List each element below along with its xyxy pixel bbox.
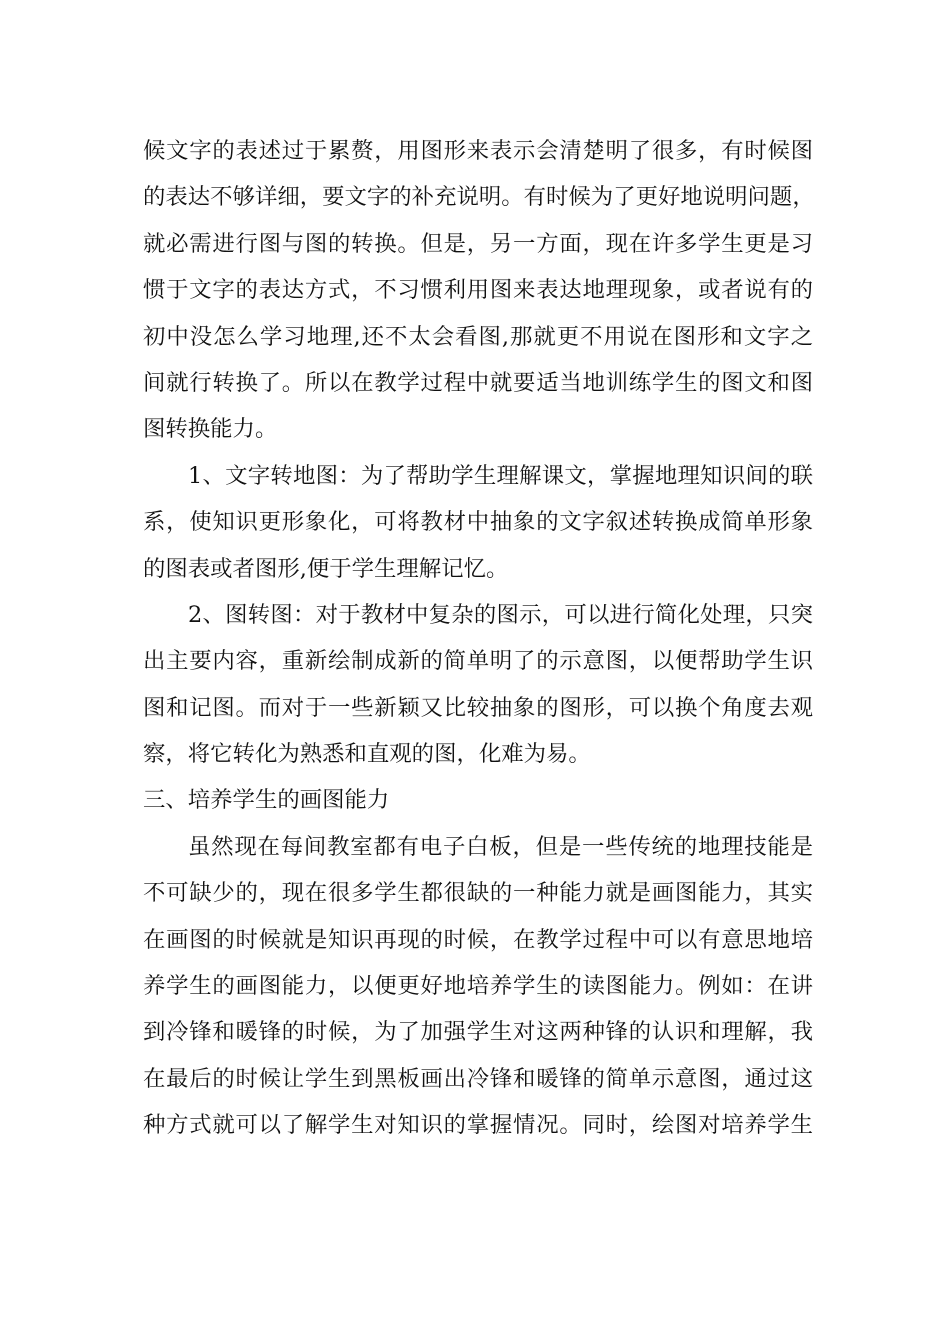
text-line: 图转换能力。	[143, 416, 278, 443]
text-line: 虽然现在每间教室都有电子白板，但是一些传统的地理技能是	[188, 833, 813, 860]
section-heading: 三、培养学生的画图能力	[143, 787, 390, 814]
text-line: 到冷锋和暖锋的时候，为了加强学生对这两种锋的认识和理解，我	[143, 1019, 813, 1046]
text-line: 1、文字转地图：为了帮助学生理解课文，掌握地理知识间的联	[188, 462, 813, 489]
text-line: 种方式就可以了解学生对知识的掌握情况。同时，绘图对培养学生	[143, 1112, 813, 1139]
text-line: 不可缺少的，现在很多学生都很缺的一种能力就是画图能力，其实	[143, 880, 813, 907]
text-line: 间就行转换了。所以在教学过程中就要适当地训练学生的图文和图	[143, 369, 813, 396]
text-line: 在最后的时候让学生到黑板画出冷锋和暖锋的简单示意图，通过这	[143, 1065, 813, 1092]
text-line: 的表达不够详细，要文字的补充说明。有时候为了更好地说明问题，	[143, 184, 815, 211]
document-body	[143, 128, 813, 1149]
text-line: 系，使知识更形象化，可将教材中抽象的文字叙述转换成简单形象	[143, 509, 813, 536]
text-line: 惯于文字的表达方式，不习惯利用图来表达地理现象，或者说有的	[143, 277, 813, 304]
text-line: 2、图转图：对于教材中复杂的图示，可以进行简化处理，只突	[188, 601, 813, 628]
text-line: 察，将它转化为熟悉和直观的图，化难为易。	[143, 741, 591, 768]
text-line: 候文字的表述过于累赘，用图形来表示会清楚明了很多，有时候图	[143, 138, 813, 164]
text-line: 初中没怎么学习地理,还不太会看图,那就更不用说在图形和文字之	[143, 323, 813, 350]
text-line: 的图表或者图形,便于学生理解记忆。	[143, 555, 509, 582]
text-line: 在画图的时候就是知识再现的时候，在教学过程中可以有意思地培	[143, 926, 813, 953]
text-line: 出主要内容，重新绘制成新的简单明了的示意图，以便帮助学生识	[143, 648, 813, 675]
text-line: 图和记图。而对于一些新颖又比较抽象的图形，可以换个角度去观	[143, 694, 813, 721]
text-line: 就必需进行图与图的转换。但是，另一方面，现在许多学生更是习	[143, 230, 813, 257]
text-line: 养学生的画图能力，以便更好地培养学生的读图能力。例如：在讲	[143, 973, 813, 1000]
